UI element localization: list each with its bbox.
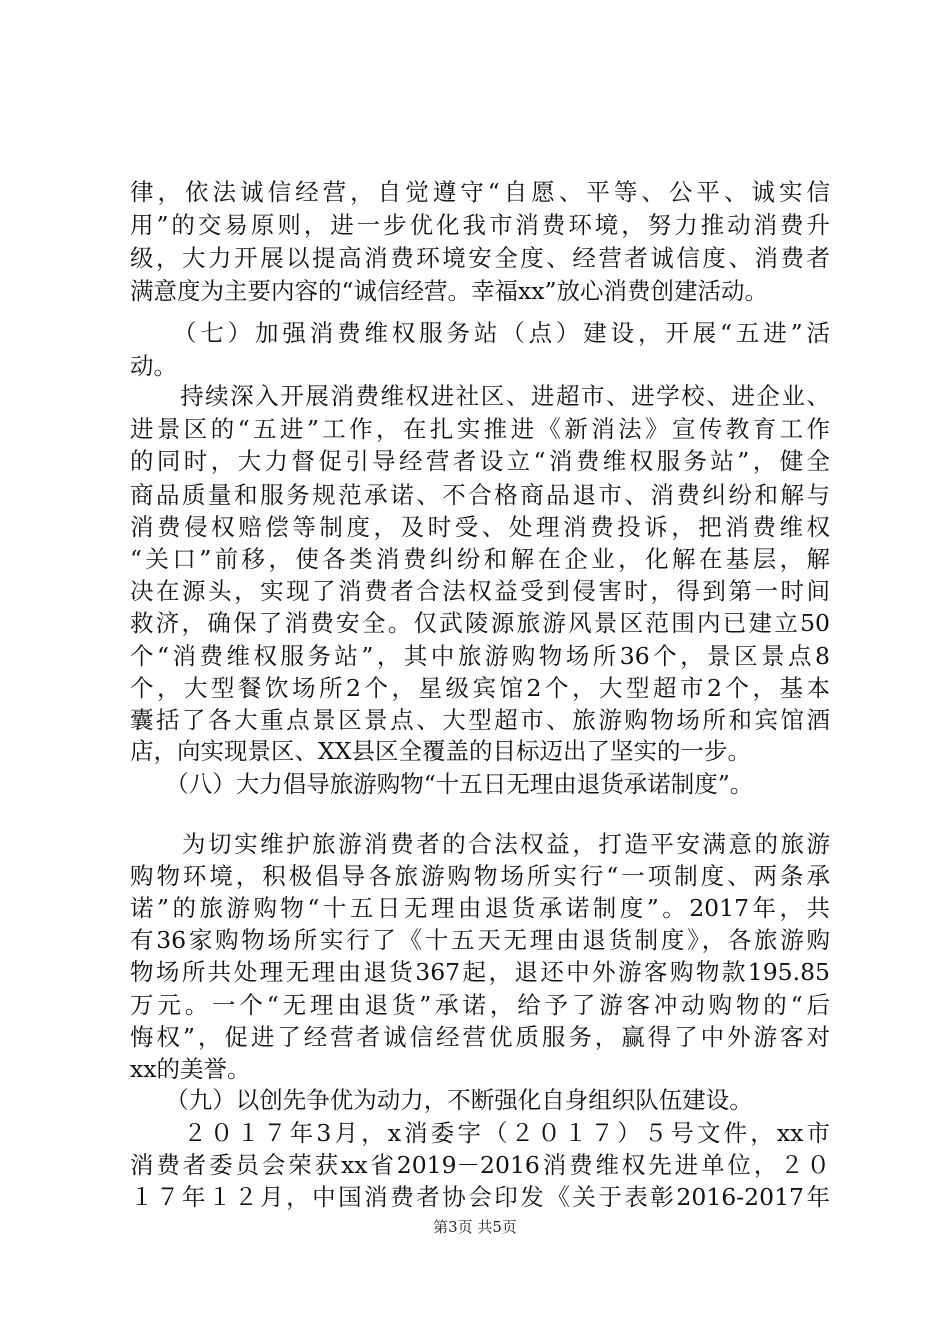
text-line: 悔权”，促进了经营者诚信经营优质服务，赢得了中外游客对 (130, 1022, 830, 1051)
text-line: 个“消费维权服务站”，其中旅游购物场所36个，景区景点8 (130, 641, 830, 670)
text-line: 消费者委员会荣获xx省2019－2016消费维权先进单位，２０ (130, 1150, 830, 1179)
text-line: 个，大型餐饮场所2个，星级宾馆2个，大型超市2个，基本 (130, 673, 830, 702)
text-line: 救济，确保了消费安全。仅武陵源旅游风景区范围内已建立50 (130, 609, 830, 638)
text-line: “关口”前移，使各类消费纠纷和解在企业，化解在基层，解 (130, 544, 830, 573)
text-line: 决在源头，实现了消费者合法权益受到侵害时，得到第一时间 (130, 577, 830, 606)
text-line: 级，大力开展以提高消费环境安全度、经营者诚信度、消费者 (130, 244, 830, 273)
text-line: 律，依法诚信经营，自觉遵守“自愿、平等、公平、诚实信 (130, 178, 830, 206)
text-line: 消费侵权赔偿等制度，及时受、处理消费投诉，把消费维权 (130, 512, 830, 541)
text-line: 诺”的旅游购物“十五日无理由退货承诺制度”。2017年，共 (130, 893, 830, 922)
section-heading-7: （七）加强消费维权服务站（点）建设，开展“五进”活 (130, 318, 830, 347)
text-line: 囊括了各大重点景区景点、大型超市、旅游购物场所和宾馆酒 (130, 706, 830, 734)
text-line: 进景区的“五进”工作，在扎实推进《新消法》宣传教育工作 (130, 415, 830, 444)
page-number-footer: 第3页 共5页 (433, 1218, 517, 1236)
text-line: 为切实维护旅游消费者的合法权益，打造平安满意的旅游 (130, 829, 830, 858)
text-line: 满意度为主要内容的“诚信经营。幸福xx”放心消费创建活动。 (130, 277, 769, 306)
text-line: 持续深入开展消费维权进社区、进超市、进学校、进企业、 (130, 382, 830, 410)
text-line: 物场所共处理无理由退货367起，退还中外游客购物款195.85 (130, 958, 830, 987)
text-line: 店，向实现景区、XX县区全覆盖的目标迈出了坚实的一步。 (130, 737, 751, 766)
text-line: 用”的交易原则，进一步优化我市消费环境，努力推动消费升 (130, 211, 830, 240)
text-line: 有36家购物场所实行了《十五天无理由退货制度》，各旅游购 (130, 926, 830, 955)
section-heading-8: （八）大力倡导旅游购物“十五日无理由退货承诺制度”。 (130, 769, 754, 798)
text-line: 的同时，大力督促引导经营者设立“消费维权服务站”，健全 (130, 447, 830, 476)
section-heading-9: （九）以创先争优为动力，不断强化自身组织队伍建设。 (130, 1086, 753, 1115)
text-line: ２０１７年3月，x消委字（２０１７）５号文件，xx市 (130, 1118, 830, 1147)
section-heading-7-cont: 动。 (130, 351, 177, 380)
text-line: １７年１２月，中国消费者协会印发《关于表彰2016-2017年 (130, 1183, 830, 1211)
text-line: 商品质量和服务规范承诺、不合格商品退市、消费纠纷和解与 (130, 480, 830, 509)
text-line: 购物环境，积极倡导各旅游购物场所实行“一项制度、两条承 (130, 861, 830, 890)
text-line: 万元。一个“无理由退货”承诺，给予了游客冲动购物的“后 (130, 990, 830, 1019)
text-line: xx的美誉。 (130, 1055, 251, 1083)
